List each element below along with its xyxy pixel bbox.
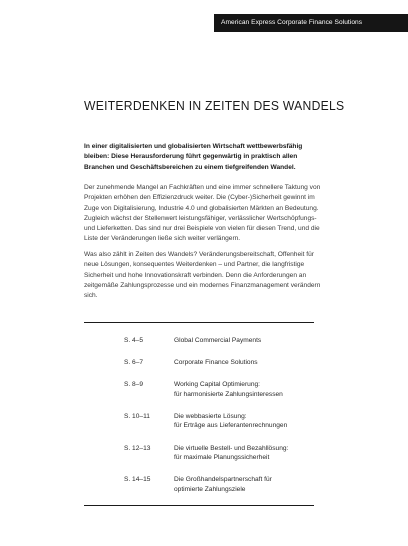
brand-bar (214, 14, 408, 32)
page-title: WEITERDENKEN IN ZEITEN DES WANDELS (84, 98, 345, 113)
toc-entry-line: Working Capital Optimierung: (174, 381, 260, 389)
toc-entry (174, 412, 314, 431)
toc-entry-line: Die Großhandelspartnerschaft für (174, 476, 272, 484)
brand-label: American Express Corporate Finance Solutions (221, 19, 363, 26)
toc-page-number: S. 4–5 (124, 337, 144, 344)
toc-item (124, 444, 314, 463)
toc-entry-line: Corporate Finance Solutions (174, 359, 258, 367)
lead-paragraph: In einer digitalisierten und globalisierten Wirtschaft wettbewerbsfähig bleiben: Diese Herausforderung führt gegenwärtig in praktisch allen Branchen und Geschäftsbereichen zu einem tiefgreifenden Wandel. (84, 143, 303, 171)
toc-page-number: S. 14–15 (124, 476, 151, 484)
toc-page-number: S. 6–7 (124, 359, 144, 367)
toc-entry (174, 358, 314, 368)
toc-entry (174, 380, 314, 399)
toc-entry-subline: für maximale Planungssicherheit (174, 454, 270, 462)
toc-entry (174, 475, 314, 494)
toc-item (124, 475, 314, 494)
body-paragraph-2: Was also zählt in Zeiten des Wandels? Veränderungsbereitschaft, Offenheit für neue Lösungen, konsequentes Weiterdenken – und Partner, die langfristige Sicherheit und hohe Innovationskraft verbinden. Denn die Anforderungen an zeitgemäße Zahlungsprozesse und ein modernes Finanzmanagement verändern sich. (84, 251, 321, 300)
toc-entry-line: Global Commercial Payments (174, 337, 262, 344)
toc-entry (174, 444, 314, 463)
body-paragraph-1: Der zunehmende Mangel an Fachkräften und eine immer schnellere Taktung von Projekten erhöhen den Effizienzdruck weiter. Die (Cyber-)Sicherheit gewinnt im Zuge von Digitalisierung, Industrie 4.0 und globalisierten Märkten an Bedeutung. Zugleich wächst der Stellenwert leistungsfähiger, verlässlicher Wertschöpfungs- und Lieferketten. Das sind nur drei Beispiele von vielen für diesen Trend, und die Liste der Veränderungen ließe sich weiter verlängern. (84, 184, 321, 243)
toc-page-number: S. 12–13 (124, 444, 151, 452)
toc-entry (174, 336, 314, 346)
toc-entry-line: Die webbasierte Lösung: (174, 412, 247, 420)
toc-item (124, 358, 314, 368)
toc-item (124, 380, 314, 399)
toc-page-number: S. 8–9 (124, 381, 144, 389)
toc-entry-subline: optimierte Zahlungsziele (174, 485, 246, 493)
toc-entry-subline: für harmonisierte Zahlungsinteressen (174, 390, 283, 398)
toc-entry-subline: für Erträge aus Lieferantenrechnungen (174, 422, 288, 430)
table-of-contents (84, 322, 314, 506)
toc-item (124, 412, 314, 431)
toc-entry-line: Die virtuelle Bestell- und Bezahllösung: (174, 444, 289, 452)
toc-item (124, 336, 314, 346)
toc-page-number: S. 10–11 (124, 412, 150, 420)
